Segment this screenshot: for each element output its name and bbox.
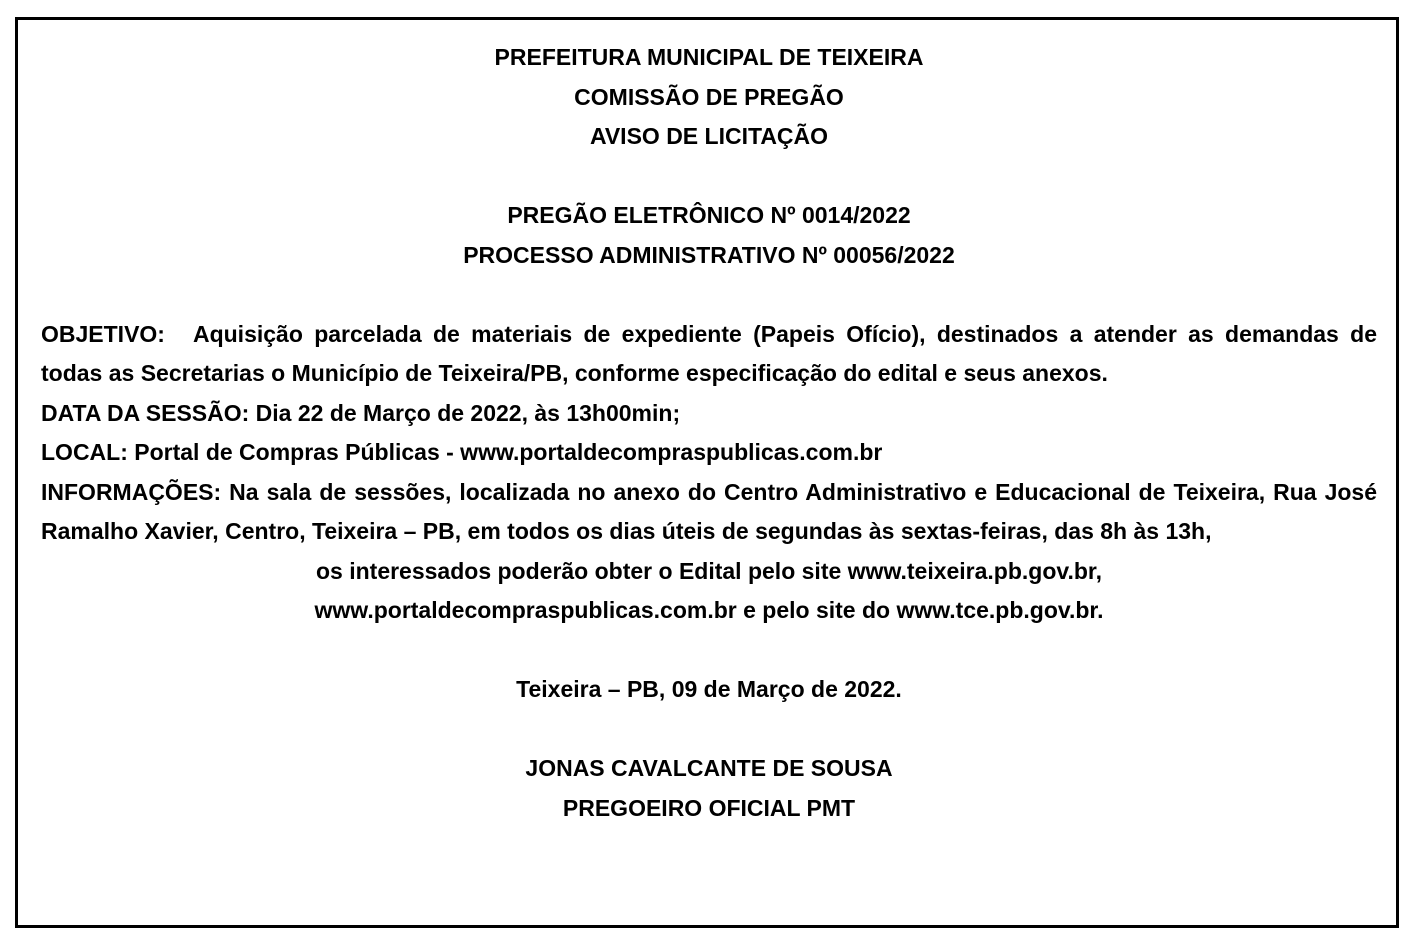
session-date: DATA DA SESSÃO: Dia 22 de Março de 2022, às 13h00min; (41, 399, 681, 426)
notice-title: AVISO DE LICITAÇÃO (589, 123, 829, 149)
objetivo-label: OBJETIVO: (41, 320, 165, 347)
notice-date: Teixeira – PB, 09 de Março de 2022. (516, 676, 902, 702)
spacer (41, 275, 1377, 315)
pregao-number: PREGÃO ELETRÔNICO Nº 0014/2022 (507, 202, 911, 228)
notice-header (41, 38, 1377, 157)
information-sites-line: www.portaldecompraspublicas.com.br e pelo site do www.tce.pb.gov.br. (314, 597, 1104, 623)
session-location: LOCAL: Portal de Compras Públicas - www.portaldecompraspublicas.com.br (41, 439, 883, 465)
information-paragraph: INFORMAÇÕES: Na sala de sessões, localizada no anexo do Centro Administrativo e Educacional de Teixeira, Rua José Ramalho Xavier, Centro, Teixeira – PB, em todos os dias úteis de segundas às sextas-feiras, das 8h às 13h, (41, 478, 1377, 544)
municipality-title: PREFEITURA MUNICIPAL DE TEIXEIRA (494, 44, 924, 70)
objetivo-text: Aquisição parcelada de materiais de expediente (Papeis Ofício), destinados a atender as demandas de todas as Secretarias o Município de Teixeira/PB, conforme especificação do edital e seus anexos. (41, 320, 1377, 386)
process-identifiers (41, 196, 1377, 275)
spacer (41, 710, 1377, 750)
signer-name: JONAS CAVALCANTE DE SOUSA (525, 755, 893, 781)
signature-block (41, 749, 1377, 828)
information-edital-line: os interessados poderão obter o Edital pelo site www.teixeira.pb.gov.br, (315, 557, 1102, 584)
commission-title: COMISSÃO DE PREGÃO (574, 83, 844, 110)
spacer (41, 157, 1377, 197)
process-number: PROCESSO ADMINISTRATIVO Nº 00056/2022 (463, 241, 955, 268)
objetivo-paragraph (41, 315, 1377, 394)
spacer (41, 631, 1377, 671)
licitation-notice (41, 38, 1377, 828)
signer-role: PREGOEIRO OFICIAL PMT (562, 794, 856, 821)
